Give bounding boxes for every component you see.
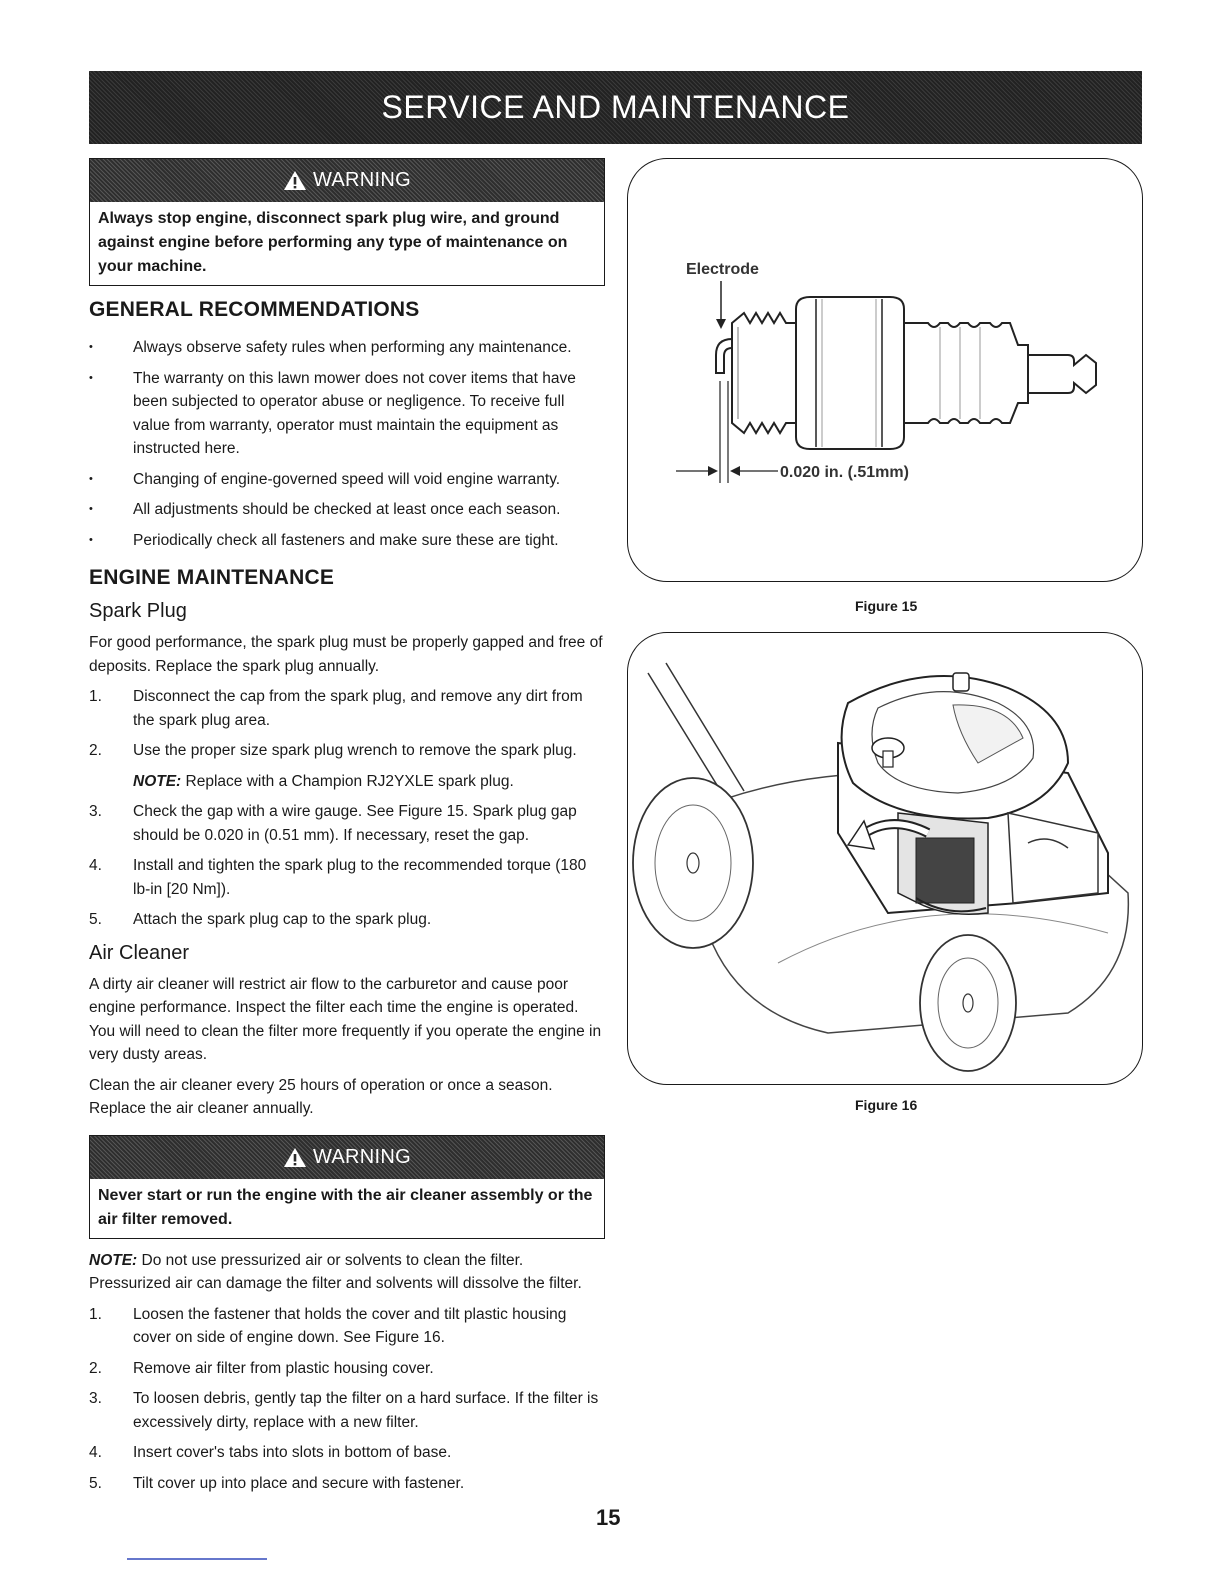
general-recommendations-heading: GENERAL RECOMMENDATIONS: [89, 298, 420, 321]
spark-plug-steps: [89, 685, 605, 763]
step-number: 1.: [89, 688, 102, 705]
list-item: [89, 800, 605, 847]
air-cleaner-heading: Air Cleaner: [89, 941, 190, 964]
list-item: [89, 739, 605, 763]
note-text: Do not use pressurized air or solvents to clean the filter. Pressurized air can damage the filter and solvents will dissolve the filter.: [89, 1251, 582, 1292]
list-item: • All adjustments should be checked at least once each season.: [89, 498, 605, 522]
step-text: Insert cover's tabs into slots in bottom of base.: [133, 1444, 452, 1461]
gap-label: 0.020 in. (.51mm): [780, 464, 909, 481]
air-cleaner-para-1: A dirty air cleaner will restrict air flow to the carburetor and cause poor engine performance. Inspect the filter each time the engine is operated. You will need to clean the filter more frequently if you operate the engine in very dusty areas.: [89, 975, 602, 1063]
general-recommendations-list: [89, 336, 605, 552]
list-item: [89, 1441, 605, 1465]
air-cleaner-note: [89, 1249, 605, 1296]
list-item: [89, 1387, 605, 1434]
step-text: Remove air filter from plastic housing cover.: [133, 1359, 434, 1377]
step-number: 2.: [89, 742, 102, 759]
step-number: 3.: [89, 803, 102, 820]
list-item: • The warranty on this lawn mower does not cover items that have been subjected to operator abuse or negligence. To receive full value from warranty, operator must maintain the equipment as instructed here.: [89, 367, 605, 461]
warning-box-2: [89, 1135, 605, 1239]
figure-16-frame: [627, 632, 1143, 1085]
step-number: 5.: [89, 1474, 102, 1492]
warning-box-1: [89, 158, 605, 286]
list-item: [89, 854, 605, 901]
warning-text: Always stop engine, disconnect spark plug wire, and ground against engine before performing any type of maintenance on your machine.: [98, 210, 568, 275]
list-item: [89, 685, 605, 732]
list-item: [89, 1303, 605, 1350]
spark-plug-diagram: [628, 159, 1143, 582]
step-text: Check the gap with a wire gauge. See Figure 15. Spark plug gap should be 0.020 in (0.51 mm). If necessary, reset the gap.: [133, 803, 577, 844]
list-item: [89, 1472, 605, 1496]
page-title: SERVICE AND MAINTENANCE: [381, 89, 850, 125]
step-text: Tilt cover up into place and secure with fastener.: [133, 1474, 465, 1492]
figure-15-caption: Figure 15: [855, 598, 918, 614]
step-text: Use the proper size spark plug wrench to remove the spark plug.: [133, 742, 577, 759]
lawn-mower-air-filter-diagram: [628, 633, 1143, 1085]
engine-maintenance-heading: ENGINE MAINTENANCE: [89, 566, 335, 589]
warning-triangle-icon: [283, 1147, 307, 1168]
spark-plug-intro: For good performance, the spark plug must be properly gapped and free of deposits. Replace the spark plug annually.: [89, 634, 603, 675]
note-label: NOTE:: [89, 1251, 138, 1269]
section-header: [89, 71, 1142, 144]
step-text: Attach the spark plug cap to the spark plug.: [133, 911, 432, 928]
spark-plug-steps-continued: [89, 800, 605, 932]
step-number: 2.: [89, 1359, 102, 1377]
warning-label: WARNING: [312, 1145, 412, 1168]
step-text: Loosen the fastener that holds the cover and tilt plastic housing cover on side of engine down. See Figure 16.: [133, 1305, 567, 1346]
list-item: • Always observe safety rules when performing any maintenance.: [89, 336, 605, 360]
step-number: 1.: [89, 1305, 102, 1323]
figure-16-caption: Figure 16: [855, 1097, 918, 1113]
list-item: • Changing of engine-governed speed will void engine warranty.: [89, 468, 605, 492]
spark-plug-heading: Spark Plug: [89, 600, 187, 622]
step-number: 3.: [89, 1390, 102, 1407]
list-item: [89, 908, 605, 932]
step-text: Install and tighten the spark plug to the recommended torque (180 lb-in [20 Nm]).: [133, 857, 587, 898]
air-cleaner-para-2: Clean the air cleaner every 25 hours of operation or once a season. Replace the air cleaner annually.: [89, 1076, 553, 1117]
warning-header: [90, 159, 604, 202]
electrode-label: Electrode: [686, 261, 759, 278]
list-item: • Periodically check all fasteners and make sure these are tight.: [89, 529, 605, 553]
warning-header: [90, 1136, 604, 1179]
step-text: To loosen debris, gently tap the filter on a hard surface. If the filter is excessively dirty, replace with a new filter.: [133, 1390, 599, 1431]
step-text: Disconnect the cap from the spark plug, and remove any dirt from the spark plug area.: [133, 688, 583, 729]
note-text: Replace with a Champion RJ2YXLE spark plug.: [181, 772, 514, 790]
warning-text: Never start or run the engine with the air cleaner assembly or the air filter removed.: [98, 1186, 593, 1228]
step-number: 5.: [89, 911, 102, 928]
warning-triangle-icon: [283, 170, 307, 191]
page-number: 15: [596, 1505, 621, 1530]
spark-plug-note: [89, 770, 605, 794]
list-item: [89, 1357, 605, 1381]
step-number: 4.: [89, 1444, 102, 1461]
left-column: [89, 158, 605, 1502]
figure-15-frame: [627, 158, 1143, 582]
air-cleaner-steps: [89, 1303, 605, 1496]
warning-label: WARNING: [312, 169, 412, 191]
note-label: NOTE:: [133, 772, 182, 790]
footer-divider: [127, 1558, 267, 1560]
step-number: 4.: [89, 857, 102, 874]
